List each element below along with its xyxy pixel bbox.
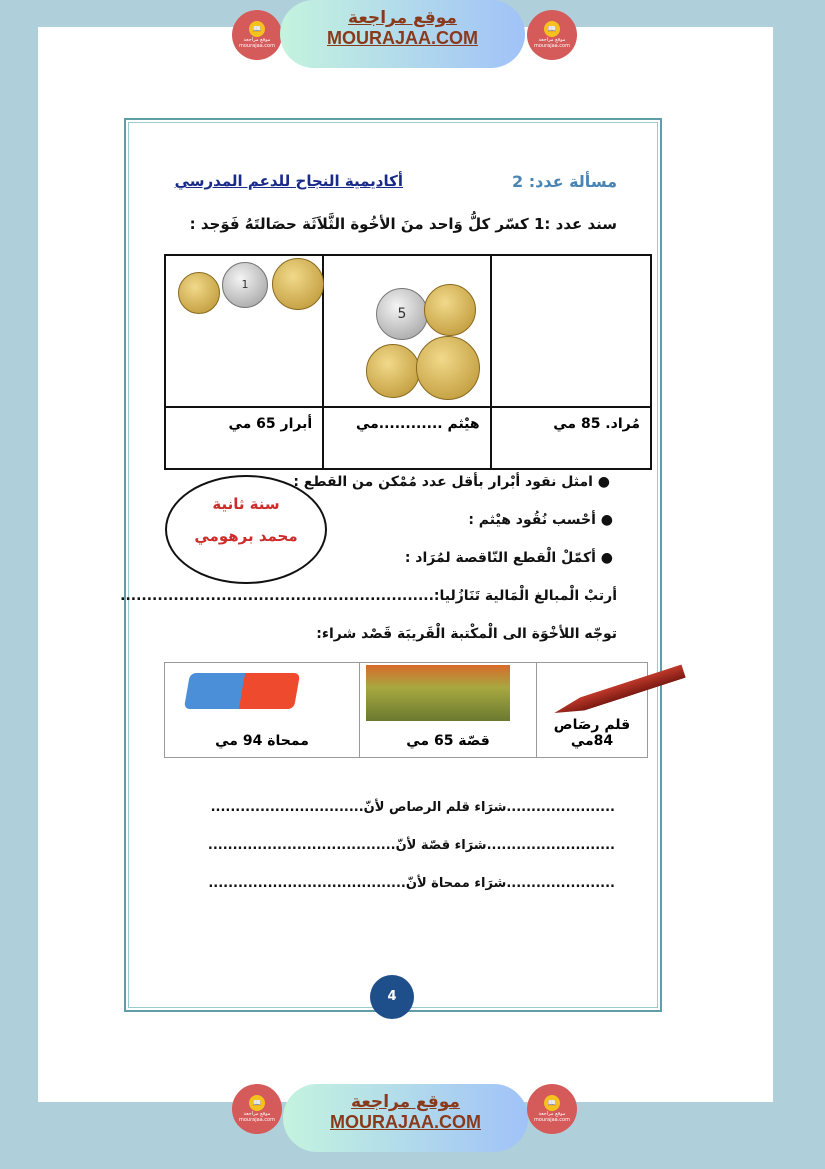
item-pencil: قلم رصَاص 84مي [537, 663, 648, 758]
banner-en: MOURAJAA.COM [330, 1112, 481, 1132]
item-story: قصّة 65 مي [360, 663, 537, 758]
coin-20 [366, 344, 420, 398]
banner-en: MOURAJAA.COM [327, 28, 478, 48]
items-table [164, 662, 648, 758]
coin-20 [178, 272, 220, 314]
intro-2: توجّه اللأخْوَة الى الْمكْتبة الْقَريبَة قَصْد شراء: [316, 626, 617, 642]
page-number: 4 [370, 975, 414, 1019]
site-logo-left-bottom: 📖 موقع مراجعة mourajaa.com [232, 1084, 282, 1134]
site-logo-left: 📖 موقع مراجعة mourajaa.com [232, 10, 282, 60]
order-question: أرتبْ الْمبالغ الْمَالية تَنَازُليا:........................................................... [120, 588, 617, 604]
coin-20 [424, 284, 476, 336]
question-1: ● امثل نقود أبْرار بأقل عدد مُمْكن من القطع : [293, 474, 610, 490]
coin-50 [416, 336, 480, 400]
coin-50 [272, 258, 324, 310]
question-3: ● أكمّلْ الْقطع النّاقصة لمُرَاد : [404, 550, 613, 566]
site-banner-bottom[interactable] [283, 1084, 528, 1152]
site-logo-right-bottom: 📖 موقع مراجعة mourajaa.com [527, 1084, 577, 1134]
banner-ar: موقع مراجعة [351, 1092, 460, 1112]
name-abrar: أبرار 65 مي [165, 407, 323, 469]
answer-pencil[interactable]: ......................شرَاء قلم الرصاص لأنّ............................... [210, 800, 615, 815]
academy-name: أكاديمية النجاح للدعم المدرسي [174, 172, 403, 190]
answer-story[interactable]: ..........................شرَاء قصّة لأنّ...................................... [207, 838, 615, 853]
coin-1: 1 [222, 262, 268, 308]
intro-text: سند عدد :1 كسّر كلُّ وَاحد منَ الأخُوة الثَّلاَثَة حصَالتَهُ فَوَجد : [189, 215, 617, 233]
name-haythem: هيْثم ............مي [323, 407, 490, 469]
grade-label: سنة ثانية [212, 495, 280, 513]
site-logo-right: 📖 موقع مراجعة mourajaa.com [527, 10, 577, 60]
banner-ar: موقع مراجعة [348, 8, 457, 28]
author-name: محمد برهومي [194, 527, 298, 545]
coin-5: 5 [376, 288, 428, 340]
author-stamp [165, 475, 327, 584]
item-eraser: ممحاة 94 مي [165, 663, 360, 758]
problem-title: مسألة عدد: 2 [512, 172, 617, 191]
answer-eraser[interactable]: ......................شرَاء ممحاة لأنّ........................................ [208, 876, 615, 891]
question-2: ● أحْسب نُقُود هيْثم : [468, 512, 613, 528]
name-mourad: مُراد. 85 مي [491, 407, 651, 469]
site-banner-top[interactable] [280, 0, 525, 68]
